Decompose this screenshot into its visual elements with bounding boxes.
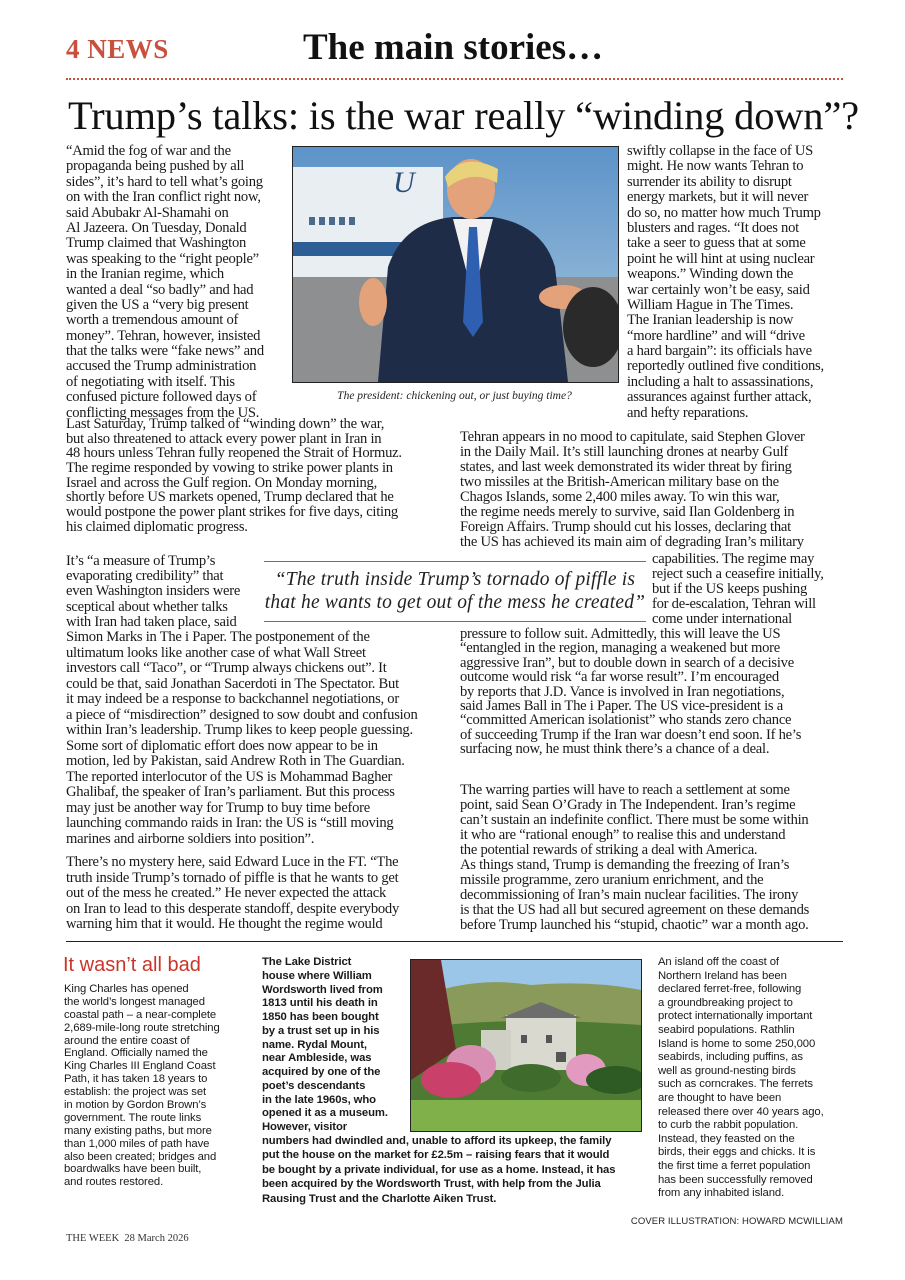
text-line: coastal path – a near-complete	[64, 1008, 217, 1021]
text-line: said James Ball in The i Paper. The US vice-president is a	[460, 697, 783, 714]
text-line: boardwalks have been built,	[64, 1163, 202, 1176]
text-line: pressure to follow suit. Admittedly, this will leave the US	[460, 626, 781, 642]
text-line: investors call “Taco”, or “Trump always chickens out”. It	[66, 660, 387, 676]
text-line: marines and airborne soldiers into position”.	[66, 830, 315, 847]
text-line: the regime needs merely to survive, said Ilan Goldenberg in	[460, 504, 795, 520]
text-line: accused the Trump administration	[66, 358, 257, 375]
text-line: “entangled in the region, managing a weakened but more	[460, 640, 781, 657]
text-line: of negotiating with itself. This	[66, 373, 235, 390]
text-line: house where William	[262, 969, 372, 982]
text-line: a piece of “misdirection” designed to sow doubt and confusion	[66, 706, 418, 723]
text-line: Trump claimed that Washington	[66, 235, 247, 252]
text-line: Instead, they feasted on the	[658, 1132, 795, 1145]
text-line: also been created; bridges and	[64, 1150, 217, 1163]
text-line: Ghalibaf, the speaker of Iran’s parliament. But this process	[66, 784, 395, 800]
pull-quote	[262, 568, 648, 614]
text-line: war certainly won’t be easy, said	[627, 281, 810, 298]
paragraph-measure-wrap	[66, 554, 240, 630]
text-line: even Washington insiders were	[66, 583, 241, 600]
text-line: a groundbreaking project to	[658, 996, 793, 1009]
text-line: Al Jazeera. On Tuesday, Donald	[66, 219, 247, 236]
text-line: worth a tremendous amount of	[66, 312, 239, 329]
text-line: The Lake District	[262, 956, 352, 968]
text-line: said Abubakr Al-Shamahi on	[66, 204, 229, 221]
page-title: The main stories…	[303, 27, 604, 68]
publication-name: THE WEEK	[66, 1233, 120, 1244]
text-line: the first time a ferret population	[658, 1159, 811, 1172]
text-line: may just be another way for Trump to buy time before	[66, 799, 370, 816]
text-line: surrender its ability to disrupt	[627, 173, 792, 190]
text-line: but also threatened to attack every power plant in Iran in	[66, 430, 382, 447]
text-line: “Amid the fog of war and the	[66, 143, 231, 159]
trump-photo	[292, 146, 619, 383]
column-left-top	[66, 144, 264, 421]
text-line: can’t sustain an indefinite conflict. There must be some within	[460, 812, 809, 828]
text-line: ultimatum looks like another case of what Wall Street	[66, 644, 366, 661]
text-line: 1850 has been bought	[262, 1011, 379, 1023]
text-line: government. The route links	[64, 1111, 202, 1124]
text-line: swiftly collapse in the face of US	[627, 143, 814, 159]
section-divider	[66, 941, 843, 942]
text-line: decommissioning of Iran’s main nuclear facilities. The irony	[460, 887, 799, 903]
dotted-divider	[66, 78, 843, 80]
text-line: The Iranian leadership is now	[627, 312, 794, 329]
pull-quote-line: that he wants to get out of the mess he created”	[264, 592, 646, 613]
text-line: point, said Sean O’Grady in The Independent. Iran’s regime	[460, 797, 796, 813]
text-line: put the house on the market for £2.5m – raising fears that it would	[262, 1149, 610, 1162]
text-line: evaporating credibility” that	[66, 568, 224, 585]
story-ferrets	[658, 956, 824, 1201]
text-line: propaganda being pushed by all	[66, 158, 245, 175]
text-line: Wordsworth lived from	[262, 983, 383, 996]
text-line: 1813 until his death in	[262, 997, 378, 1010]
text-line: around the entire coast of	[64, 1034, 190, 1047]
text-line: The reported interlocutor of the US is Mohammad Bagher	[66, 768, 393, 785]
paragraph-mystery	[66, 855, 399, 933]
text-line: numbers had dwindled and, unable to afford its upkeep, the family	[262, 1135, 612, 1147]
article-headline: Trump’s talks: is the war really “winding down”?	[68, 93, 859, 138]
text-line: but if the US keeps pushing	[652, 581, 807, 597]
text-line: would postpone the power plant strikes for five days, citing	[66, 504, 398, 521]
text-line: well as ground-nesting birds	[658, 1064, 796, 1077]
text-line: in the Iranian regime, which	[66, 266, 224, 283]
text-line: his claimed diplomatic progress.	[66, 518, 248, 535]
text-line: by reports that J.D. Vance is involved in Iran negotiations,	[460, 683, 785, 700]
text-line: in the Daily Mail. It’s still launching drones at nearby Gulf	[460, 444, 789, 460]
text-line: take a seer to guess that at some	[627, 235, 806, 252]
photo-caption: The president: chickening out, or just buying time?	[337, 390, 572, 402]
text-line: in the late 1960s, who	[262, 1093, 376, 1106]
text-line: Simon Marks in The i Paper. The postponement of the	[66, 629, 370, 645]
text-line: launching commando raids in Iran: the US is “still moving	[66, 815, 394, 831]
pull-quote-rule-bottom	[264, 621, 646, 622]
text-line: motion, led by Pakistan, said Andrew Roth in The Guardian.	[66, 753, 405, 769]
story-coast-path	[64, 983, 220, 1189]
text-line: There’s no mystery here, said Edward Luce in the FT. “The	[66, 854, 399, 870]
text-line: The warring parties will have to reach a settlement at some	[460, 782, 790, 798]
text-line: Some sort of diplomatic effort does now appear to be in	[66, 737, 378, 754]
text-line: sides”, it’s hard to tell what’s going	[66, 173, 263, 190]
text-line: Tehran appears in no mood to capitulate, said Stephen Glover	[460, 429, 805, 445]
text-line: It’s “a measure of Trump’s	[66, 553, 216, 569]
text-line: However, visitor	[262, 1121, 348, 1133]
cover-credit: COVER ILLUSTRATION: HOWARD MCWILLIAM	[630, 1216, 843, 1227]
text-line: of succeeding Trump if the Iran war doesn’t end soon. If he’s	[460, 726, 802, 743]
text-line: in motion by Gordon Brown’s	[64, 1099, 207, 1112]
text-line: William Hague in The Times.	[627, 296, 794, 313]
text-line: establish: the project was set	[64, 1086, 207, 1099]
text-line: point he will hint at using nuclear	[627, 250, 815, 267]
text-line: it who are “rational enough” to realise this and understand	[460, 827, 786, 843]
paragraph-last-saturday	[66, 417, 402, 535]
text-line: including a halt to assassinations,	[627, 373, 814, 390]
text-line: a hard bargain”: its officials have	[627, 343, 812, 360]
text-line: poet’s descendants	[262, 1079, 366, 1092]
text-line: before Trump launched his “stupid, chaotic” war a month ago.	[460, 917, 809, 933]
text-line: conflicting messages from the US.	[66, 404, 260, 421]
text-line: two missiles at the British-American military base on the	[460, 474, 779, 490]
text-line: are thought to have been	[658, 1091, 782, 1104]
text-line: on with the Iran conflict right now,	[66, 189, 261, 206]
text-line: money”. Tehran, however, insisted	[66, 327, 261, 344]
text-line: shortly before US markets opened, Trump declared that he	[66, 489, 394, 506]
text-line: Northern Ireland has been	[658, 969, 787, 982]
text-line: for de-escalation, Tehran will	[652, 596, 816, 612]
text-line: energy markets, but it will never	[627, 189, 809, 206]
text-line: out of the mess he created.” He never expected the attack	[66, 885, 387, 901]
text-line: name. Rydal Mount,	[262, 1038, 367, 1051]
text-line: do so, no matter how much Trump	[627, 204, 821, 221]
text-line: within Iran’s leadership. Trump likes to keep people guessing.	[66, 722, 413, 738]
text-line: and routes restored.	[64, 1176, 164, 1189]
text-line: and hefty reparations.	[627, 404, 749, 421]
text-line: England. Officially named the	[64, 1047, 208, 1060]
text-line: many existing paths, but more	[64, 1124, 212, 1137]
text-line: 2,689-mile-long route stretching	[64, 1021, 220, 1034]
text-line: The regime responded by vowing to strike power plants in	[66, 460, 393, 477]
text-line: released there over 40 years ago,	[658, 1105, 824, 1118]
text-line: weapons.” Winding down the	[627, 266, 794, 283]
text-line: “committed American isolationist” who stands zero chance	[460, 712, 792, 729]
text-line: “more hardline” and will “drive	[627, 327, 805, 344]
text-line: was speaking to the “right people”	[66, 250, 259, 267]
text-line: sceptical about whether talks	[66, 598, 228, 615]
text-line: given the US a “very big present	[66, 296, 249, 313]
paragraph-tehran	[460, 430, 805, 550]
pull-quote-rule-top	[264, 561, 646, 562]
text-line: Path, it has taken 18 years to	[64, 1073, 208, 1086]
page-footer	[66, 1233, 189, 1244]
text-line: with Iran had taken place, said	[66, 613, 237, 630]
text-line: to curb the rabbit population.	[658, 1119, 799, 1132]
text-line: reject such a ceasefire initially,	[652, 566, 824, 582]
text-line: truth inside Trump’s tornado of piffle is that he wants to get	[66, 869, 399, 886]
text-line: King Charles has opened	[64, 983, 189, 995]
pull-quote-line: “The truth inside Trump’s tornado of piffle is	[274, 569, 636, 590]
text-line: than 1,000 miles of path have	[64, 1137, 210, 1150]
text-line: missile programme, zero uranium enrichment, and the	[460, 872, 764, 888]
text-line: is that the US had all but secured agreement on these demands	[460, 902, 810, 918]
text-line: could be that, said Jonathan Sacerdoti in The Spectator. But	[66, 675, 399, 692]
text-line: been acquired by the Wordsworth Trust, with help from the Julia	[262, 1178, 601, 1191]
story-wordsworth-bottom	[262, 1134, 615, 1206]
text-line: As things stand, Trump is demanding the freezing of Iran’s	[460, 857, 790, 873]
column-right-top	[627, 144, 824, 421]
issue-date: 28 March 2026	[124, 1233, 189, 1244]
text-line: by a trust set up in his	[262, 1024, 380, 1037]
paragraph-tehran-wrap	[652, 552, 824, 627]
text-line: near Ambleside, was	[262, 1052, 372, 1065]
text-line: come under international	[652, 611, 792, 627]
text-line: blusters and rages. “It does not	[627, 219, 799, 236]
text-line: outcome would risk “a far worse result”. I’m encouraged	[460, 669, 779, 686]
text-line: 48 hours unless Tehran fully reopened the Strait of Hormuz.	[66, 445, 402, 462]
rydal-mount-photo	[410, 959, 642, 1132]
text-line: Island is home to some 250,000	[658, 1037, 816, 1050]
text-line: reportedly outlined five conditions,	[627, 358, 824, 375]
text-line: aggressive Iran”, but to double down in search of a decisive	[460, 654, 794, 671]
text-line: confused picture followed days of	[66, 389, 257, 406]
text-line: on Iran to lead to this desperate standoff, despite everybody	[66, 900, 400, 917]
text-line: Foreign Affairs. Trump should cut his losses, declaring that	[460, 519, 791, 535]
paragraph-pressure	[460, 627, 801, 757]
text-line: surfacing now, he must think there’s a chance of a deal.	[460, 741, 770, 758]
text-line: warning him that it would. He thought the regime would	[66, 916, 383, 932]
text-line: acquired by one of the	[262, 1066, 381, 1078]
text-line: has been successfully removed	[658, 1173, 813, 1186]
text-line: opened it as a museum.	[262, 1107, 388, 1120]
text-line: might. He now wants Tehran to	[627, 158, 804, 175]
paragraph-measure	[66, 630, 418, 847]
text-line: assurances against further attack,	[627, 389, 812, 406]
text-line: wanted a deal “so badly” and had	[66, 281, 254, 298]
text-line: An island off the coast of	[658, 956, 779, 968]
text-line: capabilities. The regime may	[652, 551, 815, 567]
text-line: seabirds, including puffins, as	[658, 1051, 803, 1064]
text-line: declared ferret-free, following	[658, 983, 802, 996]
text-line: Chagos Islands, some 2,400 miles away. To win this war,	[460, 489, 780, 505]
text-line: Last Saturday, Trump talked of “winding down” the war,	[66, 416, 385, 432]
text-line: the potential rewards of striking a deal with America.	[460, 842, 758, 858]
text-line: birds, their eggs and chicks. It is	[658, 1146, 816, 1159]
text-line: from any inhabited island.	[658, 1187, 785, 1200]
good-news-title: It wasn’t all bad	[63, 954, 201, 976]
text-line: King Charles III England Coast	[64, 1060, 216, 1073]
text-line: the world’s longest managed	[64, 995, 205, 1008]
section-label: 4 NEWS	[66, 34, 169, 64]
text-line: the US has achieved its main aim of degrading Iran’s military	[460, 534, 804, 550]
text-line: that the talks were “fake news” and	[66, 343, 264, 360]
text-line: Israel and across the Gulf region. On Monday morning,	[66, 474, 377, 491]
text-line: seabird populations. Rathlin	[658, 1023, 795, 1036]
svg-text:U: U	[393, 166, 415, 199]
text-line: such as corncrakes. The ferrets	[658, 1078, 813, 1091]
text-line: Rausing Trust and the Charlotte Aiken Trust.	[262, 1192, 497, 1205]
story-wordsworth-top	[262, 956, 388, 1135]
paragraph-warring	[460, 783, 809, 933]
text-line: protect internationally important	[658, 1010, 813, 1023]
text-line: it may indeed be a response to backchannel negotiations, or	[66, 691, 399, 707]
text-line: states, and last week demonstrated its wider threat by firing	[460, 459, 792, 475]
text-line: be bought by a private individual, for use as a home. Instead, it has	[262, 1163, 616, 1176]
